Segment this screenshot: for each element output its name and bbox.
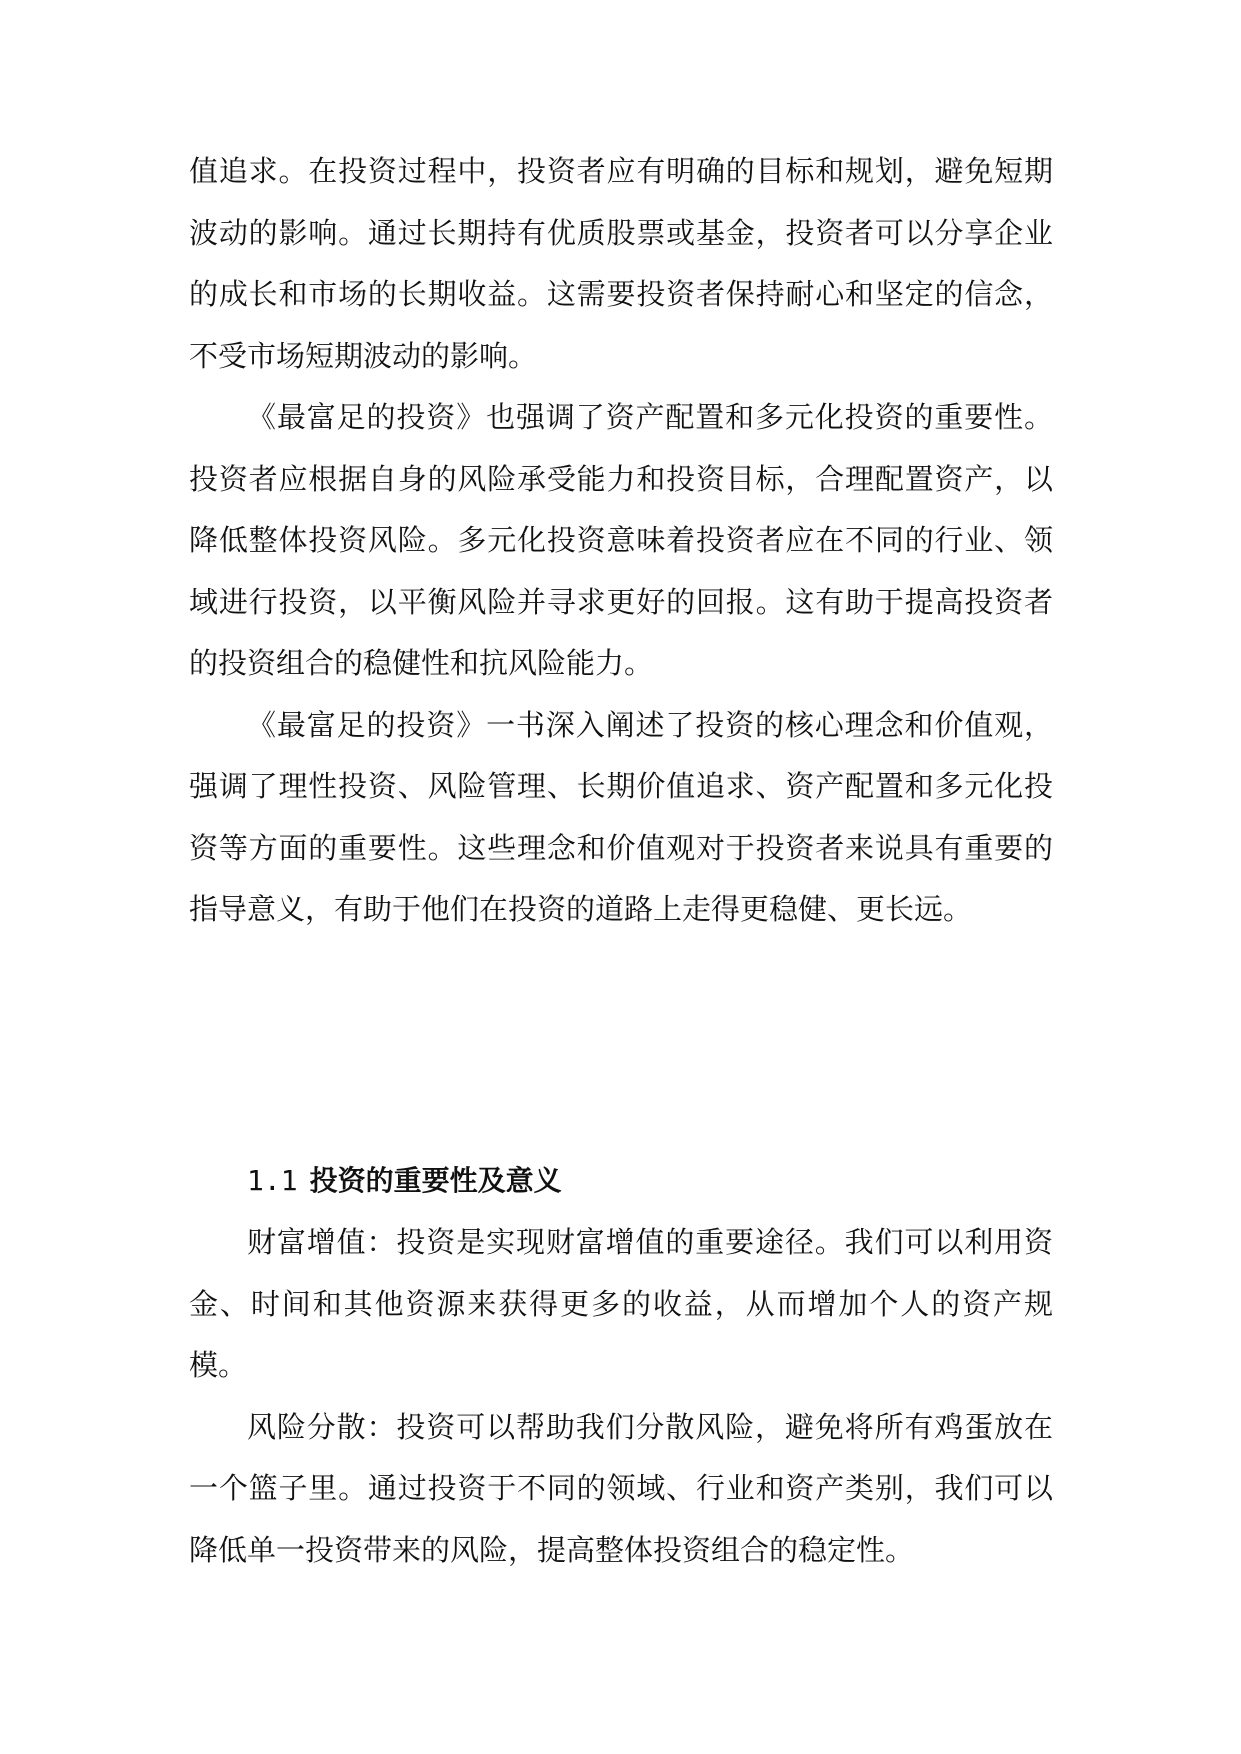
body-text-bottom	[189, 1212, 1053, 1581]
section-heading	[247, 1150, 562, 1211]
section-number: 1.1	[247, 1164, 298, 1197]
paragraph-wealth-growth: 财富增值：投资是实现财富增值的重要途径。我们可以利用资金、时间和其他资源来获得更多的收益，从而增加个人的资产规模。	[189, 1225, 1053, 1382]
paragraph-continuation: 值追求。在投资过程中，投资者应有明确的目标和规划，避免短期波动的影响。通过长期持有优质股票或基金，投资者可以分享企业的成长和市场的长期收益。这需要投资者保持耐心和坚定的信念，不受市场短期波动的影响。	[189, 154, 1053, 373]
paragraph-risk-diversification: 风险分散：投资可以帮助我们分散风险，避免将所有鸡蛋放在一个篮子里。通过投资于不同的领域、行业和资产类别，我们可以降低单一投资带来的风险，提高整体投资组合的稳定性。	[189, 1409, 1053, 1567]
paragraph-summary: 《最富足的投资》一书深入阐述了投资的核心理念和价值观，强调了理性投资、风险管理、长期价值追求、资产配置和多元化投资等方面的重要性。这些理念和价值观对于投资者来说具有重要的指导意义，有助于他们在投资的道路上走得更稳健、更长远。	[189, 707, 1053, 926]
section-title: 投资的重要性及意义	[309, 1164, 562, 1197]
paragraph-asset-allocation: 《最富足的投资》也强调了资产配置和多元化投资的重要性。投资者应根据自身的风险承受能力和投资目标，合理配置资产，以降低整体投资风险。多元化投资意味着投资者应在不同的行业、领域进行投资，以平衡风险并寻求更好的回报。这有助于提高投资者的投资组合的稳健性和抗风险能力。	[189, 400, 1053, 680]
body-text-top	[189, 141, 1053, 941]
